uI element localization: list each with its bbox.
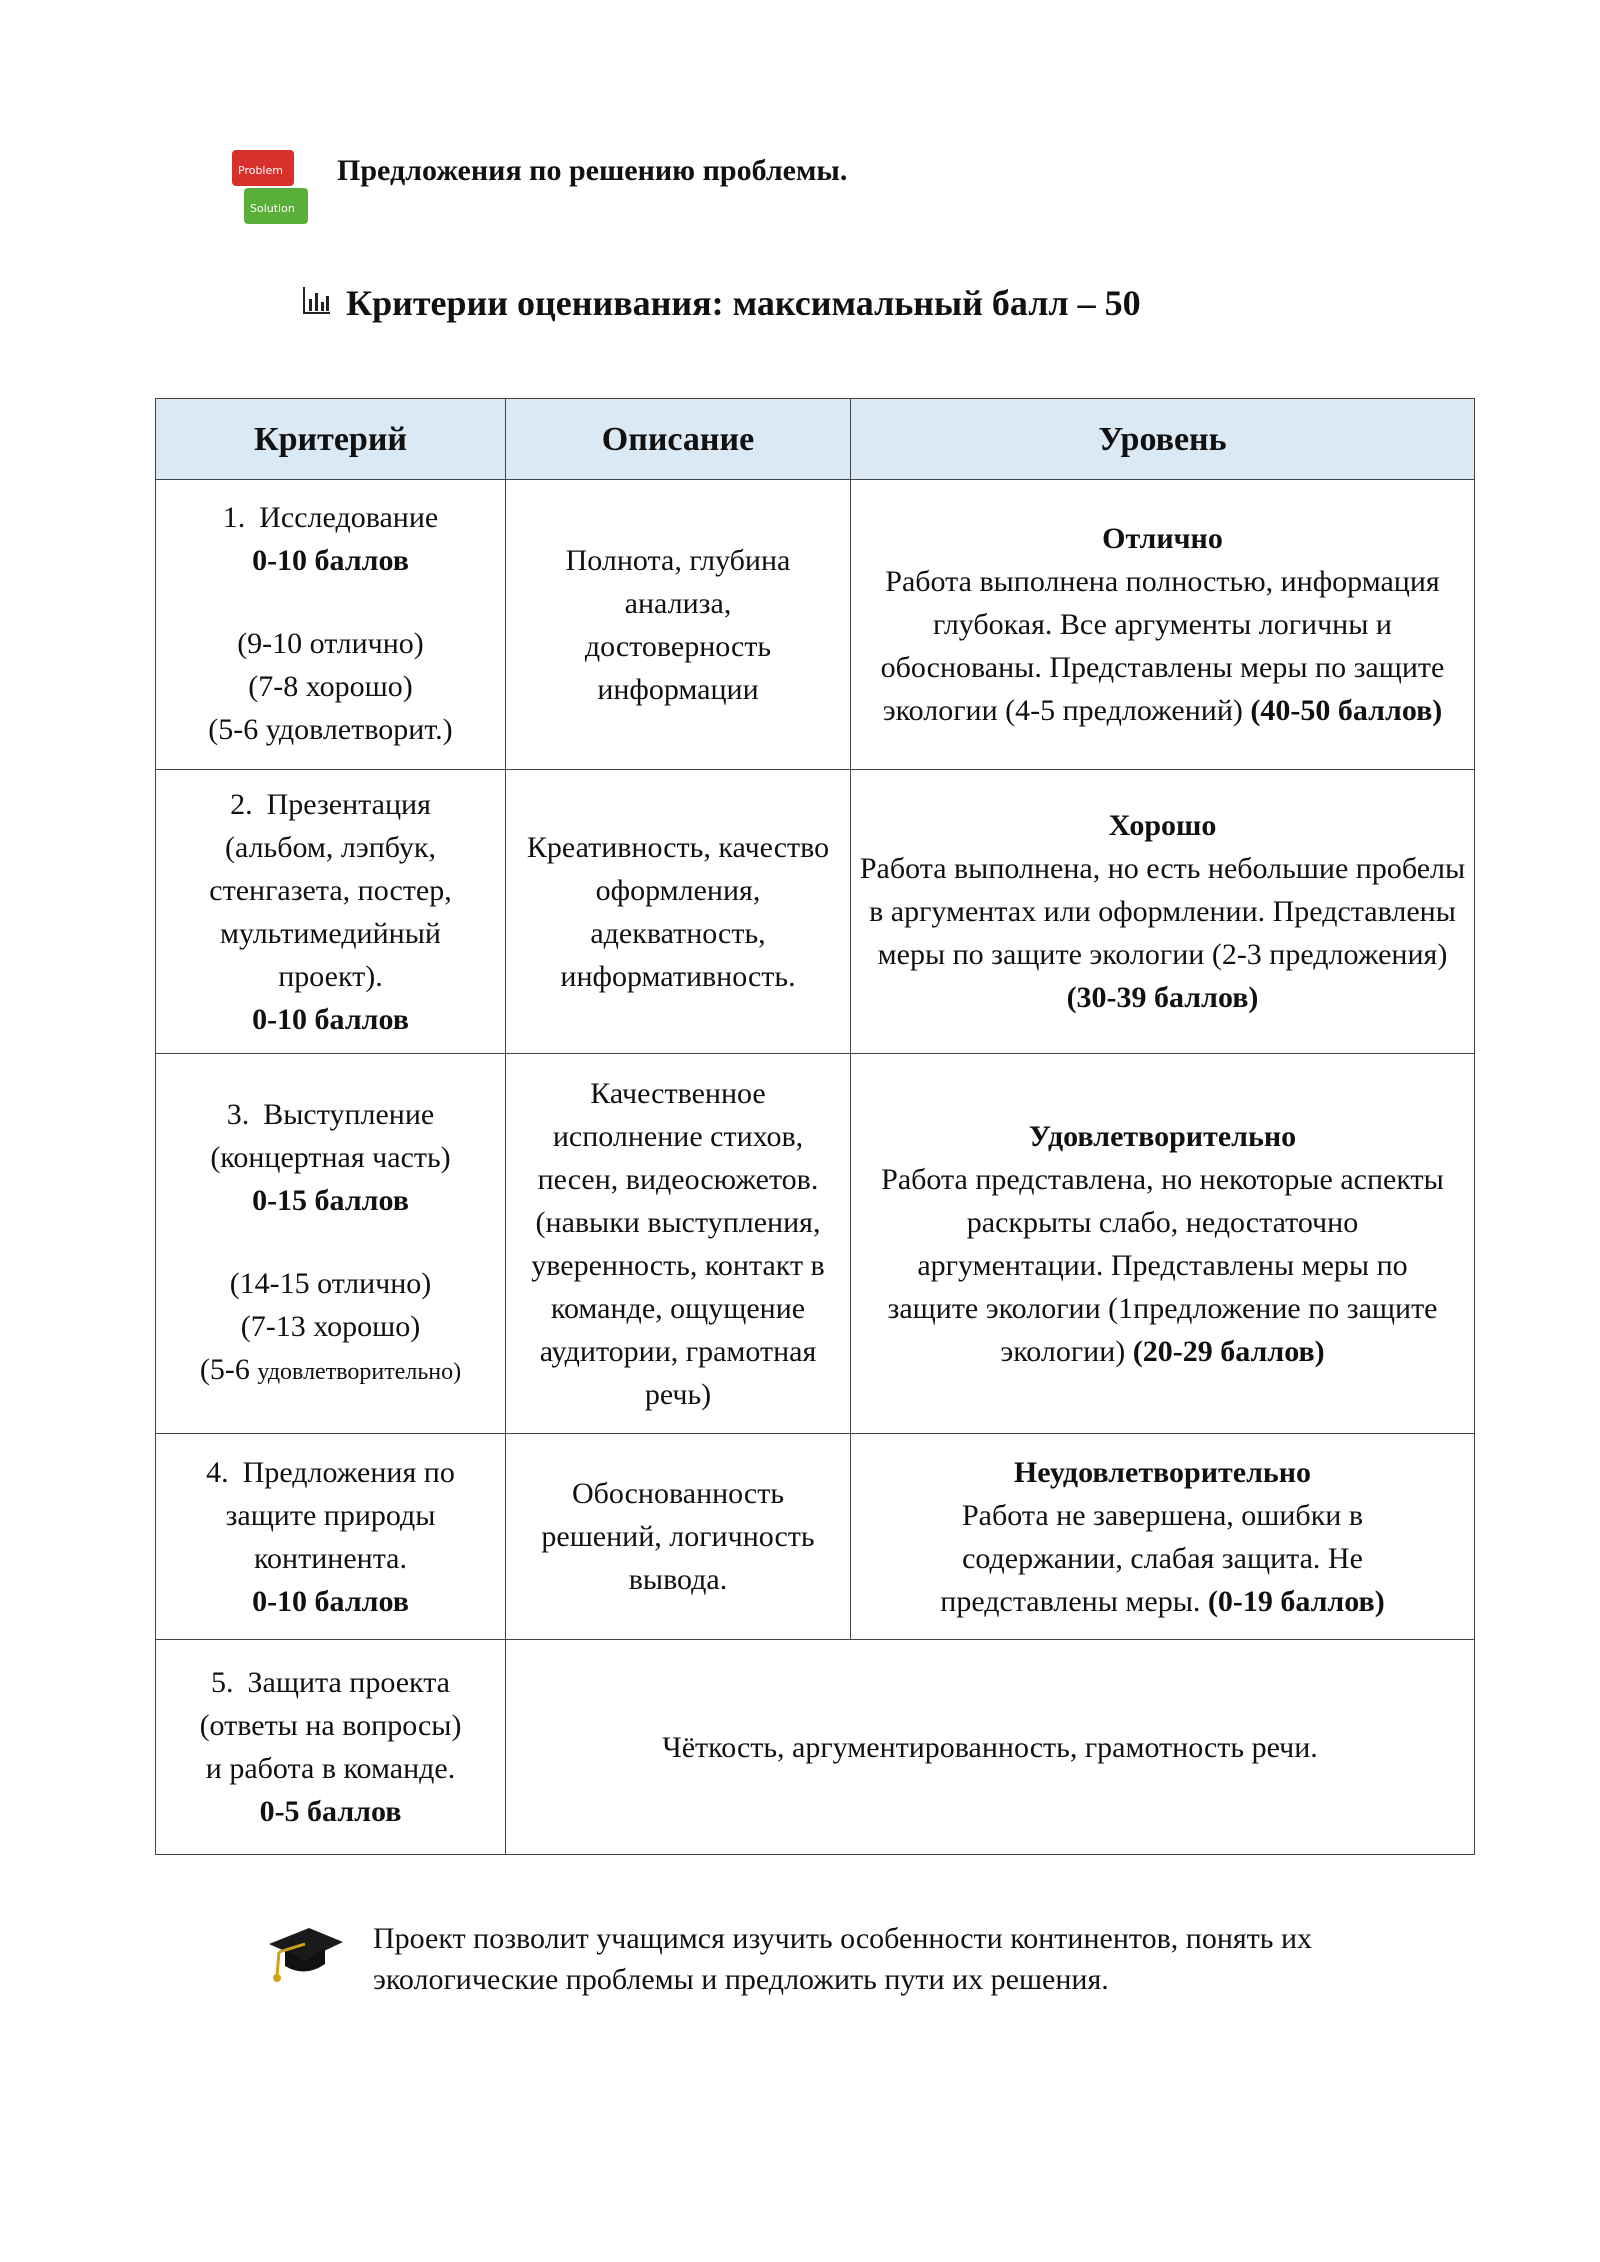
level-title: Неудовлетворительно: [1013, 1455, 1312, 1489]
criterion-subtitle: (ответы на вопросы) и работа в команде.: [199, 1709, 462, 1785]
table-row: [156, 1434, 1475, 1640]
criterion-name: Выступление: [263, 1098, 435, 1131]
graduation-cap-icon: [265, 1918, 345, 1993]
scale-line: (7-13 хорошо): [240, 1310, 421, 1343]
level-text: Работа выполнена, но есть небольшие пробелы в аргументах или оформлении. Представлены меры по защите экологии (2-3 предложения): [859, 852, 1466, 971]
footer-note: [265, 1918, 1313, 1996]
section-heading-text: Предложения по решению проблемы.: [337, 154, 848, 187]
criterion-name: Исследование: [259, 501, 439, 534]
criterion-points: 0-10 баллов: [252, 544, 409, 577]
criteria-heading: [302, 282, 1141, 324]
criterion-subtitle: (альбом, лэпбук, стенгазета, постер, мультимедийный проект).: [209, 830, 452, 993]
svg-text:Problem: Problem: [238, 164, 283, 177]
criterion-cell: 1. Исследование 0-10 баллов (9-10 отлично) (7-8 хорошо) (5-6 удовлетворит.): [156, 480, 506, 770]
scale-line: (5-6 удовлетворительно): [199, 1353, 462, 1386]
criterion-points: 0-15 баллов: [252, 1184, 409, 1217]
header-description: Описание: [506, 399, 851, 480]
level-cell: [851, 480, 1475, 770]
table-row: [156, 1640, 1475, 1855]
table-header-row: [156, 399, 1475, 480]
level-text: Работа представлена, но некоторые аспекты раскрыты слабо, недостаточно аргументации. Представлены меры по защите экологии (1предложение по защите экологии): [881, 1162, 1444, 1368]
description-cell: Полнота, глубина анализа, достоверность информации: [506, 480, 851, 770]
bar-chart-icon: [302, 282, 332, 324]
criteria-heading-text: Критерии оценивания: максимальный балл – 50: [346, 283, 1141, 323]
scale-line: (9-10 отлично): [237, 627, 424, 660]
section-heading-problem-solution: [230, 148, 848, 228]
table-row: [156, 480, 1475, 770]
criterion-points: 0-10 баллов: [252, 1002, 409, 1036]
level-points: (0-19 баллов): [1207, 1584, 1385, 1618]
description-cell: Обоснованность решений, логичность вывода.: [506, 1434, 851, 1640]
level-title: Отлично: [1102, 522, 1223, 555]
criterion-name: Защита проекта: [247, 1666, 450, 1699]
table-row: [156, 770, 1475, 1054]
level-text: Работа выполнена полностью, информация глубокая. Все аргументы логичны и обоснованы. Представлены меры по защите экологии (4-5 предложений): [880, 565, 1445, 727]
description-cell: Качественное исполнение стихов, песен, видеосюжетов. (навыки выступления, уверенность, контакт в команде, ощущение аудитории, грамотная речь): [506, 1054, 851, 1434]
footer-text: Проект позволит учащимся изучить особенности континентов, понять их экологические проблемы и предложить пути их решения.: [373, 1922, 1313, 1996]
criterion-points: 0-10 баллов: [252, 1584, 409, 1618]
description-cell: Креативность, качество оформления, адекватность, информативность.: [506, 770, 851, 1054]
level-text: Работа не завершена, ошибки в содержании, слабая защита. Не представлены меры.: [940, 1498, 1363, 1618]
table-row: [156, 1054, 1475, 1434]
scale-line: (14-15 отлично): [229, 1267, 432, 1300]
problem-solution-icon: [230, 148, 310, 228]
criterion-points: 0-5 баллов: [259, 1795, 402, 1828]
scale-line: (7-8 хорошо): [248, 670, 413, 703]
header-level: Уровень: [851, 399, 1475, 480]
criterion-subtitle: защите природы континента.: [225, 1498, 436, 1575]
level-cell: [851, 770, 1475, 1054]
criterion-subtitle: (концертная часть): [210, 1141, 451, 1174]
criterion-cell: 3. Выступление (концертная часть) 0-15 баллов (14-15 отлично) (7-13 хорошо) (5-6 удовлетворительно): [156, 1054, 506, 1434]
description-cell: Чёткость, аргументированность, грамотность речи.: [506, 1640, 1475, 1855]
level-points: (40-50 баллов): [1250, 694, 1443, 727]
header-criterion: Критерий: [156, 399, 506, 480]
criterion-name: Презентация: [266, 787, 431, 821]
level-title: Удовлетворительно: [1028, 1119, 1297, 1153]
svg-text:Solution: Solution: [250, 202, 295, 215]
level-points: (20-29 баллов): [1132, 1334, 1325, 1368]
criterion-cell: 2. Презентация (альбом, лэпбук, стенгазета, постер, мультимедийный проект). 0-10 баллов: [156, 770, 506, 1054]
criterion-name: Предложения по: [242, 1455, 455, 1489]
level-title: Хорошо: [1108, 809, 1217, 842]
level-cell: [851, 1434, 1475, 1640]
level-points: (30-39 баллов): [1066, 981, 1259, 1014]
scale-line: (5-6 удовлетворит.): [208, 713, 453, 746]
level-cell: [851, 1054, 1475, 1434]
criterion-cell: 5. Защита проекта (ответы на вопросы) и работа в команде. 0-5 баллов: [156, 1640, 506, 1855]
criteria-table: [155, 398, 1475, 1855]
criterion-cell: 4. Предложения по защите природы континента. 0-10 баллов: [156, 1434, 506, 1640]
